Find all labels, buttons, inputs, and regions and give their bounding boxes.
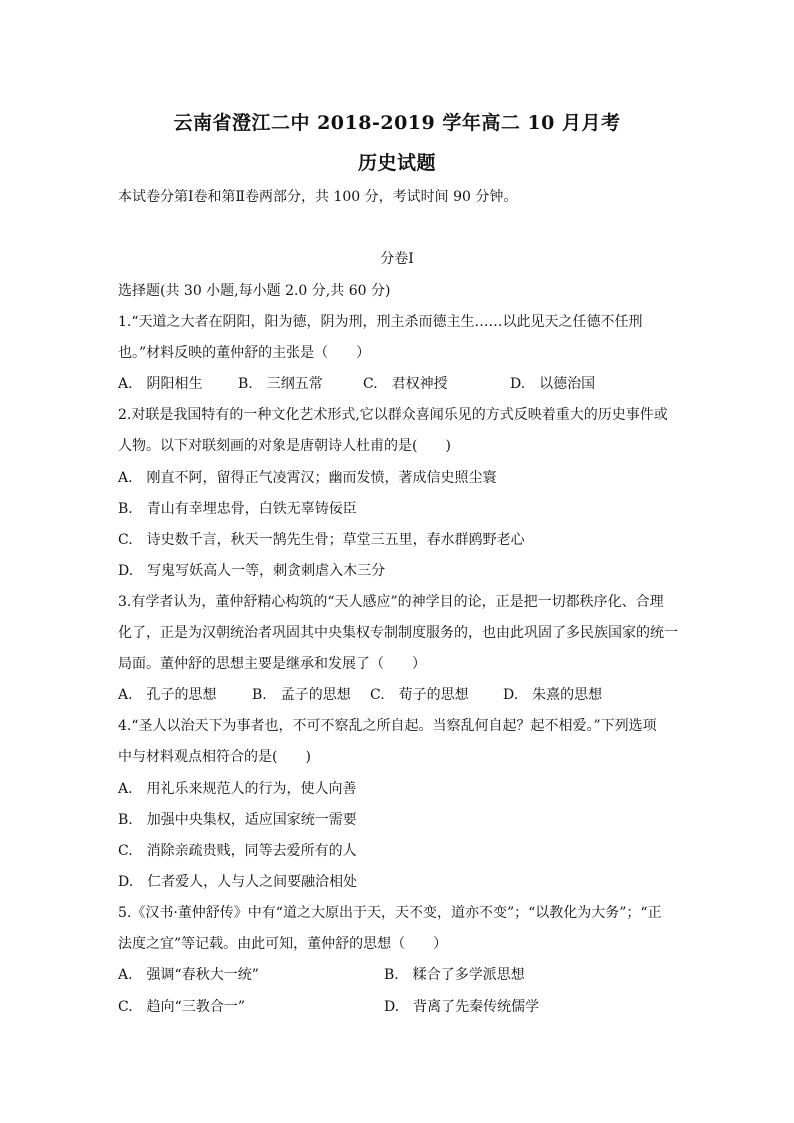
question-2-stem-line-1: 2.对联是我国特有的一种文化艺术形式,它以群众喜闻乐见的方式反映着重大的历史事件或 [118, 407, 668, 423]
question-2-option-a: A. 刚直不阿，留得正气凌霄汉；幽而发愤，著成信史照尘寰 [118, 470, 497, 486]
exam-subtitle: 历史试题 [357, 152, 436, 174]
question-1-stem-line-1: 1.“天道之大者在阴阳，阳为德，阴为刑，刑主杀而德主生……以此见天之任德不任刑 [118, 314, 643, 330]
question-1-stem-line-2: 也。”材料反映的董仲舒的主张是（ ） [118, 345, 371, 361]
question-5-option-d: D. 背离了先秦传统儒学 [384, 999, 540, 1015]
question-4-option-a: A. 用礼乐来规范人的行为，使人向善 [118, 781, 357, 797]
question-5-stem-line-2: 法度之宜”等记载。由此可知，董仲舒的思想（ ） [118, 936, 448, 952]
question-3-option-b: B. 孟子的思想 [252, 687, 351, 703]
question-2-stem-line-2: 人物。以下对联刻画的对象是唐朝诗人杜甫的是( ) [118, 438, 451, 454]
question-3-stem-line-2: 化了，正是为汉朝统治者巩固其中央集权专制制度服务的，也由此巩固了多民族国家的统一 [118, 625, 678, 641]
question-3-stem-line-1: 3.有学者认为，董仲舒精心构筑的“天人感应”的神学目的论，正是把一切都秩序化、合理 [118, 594, 664, 610]
question-5-option-c: C. 趋向“三教合一” [118, 999, 245, 1015]
section-name: 分卷I [380, 251, 414, 267]
question-5-option-b: B. 糅合了多学派思想 [384, 967, 525, 983]
question-2-option-d: D. 写鬼写妖高人一等，刺贪刺虐入木三分 [118, 563, 386, 579]
question-1-option-b: B. 三纲五常 [238, 376, 323, 392]
section-instruction: 选择题(共 30 小题,每小题 2.0 分,共 60 分) [118, 283, 391, 299]
question-1-option-d: D. 以德治国 [510, 376, 596, 392]
question-1-option-a: A. 阴阳相生 [118, 376, 203, 392]
question-3-option-c: C. 荀子的思想 [370, 687, 469, 703]
question-2-option-c: C. 诗史数千言，秋天一鹄先生骨；草堂三五里，春水群鸥野老心 [118, 532, 525, 548]
exam-title: 云南省澄江二中 2018-2019 学年高二 10 月月考 [173, 112, 621, 134]
question-3-stem-line-3: 局面。董仲舒的思想主要是继承和发展了（ ） [118, 656, 426, 672]
question-3-option-a: A. 孔子的思想 [118, 687, 217, 703]
question-4-option-d: D. 仁者爱人，人与人之间要融洽相处 [118, 874, 358, 890]
question-4-stem-line-2: 中与材料观点相符合的是( ) [118, 749, 311, 765]
question-2-option-b: B. 青山有幸埋忠骨，白铁无辜铸佞臣 [118, 501, 357, 517]
question-4-option-c: C. 消除亲疏贵贱，同等去爱所有的人 [118, 843, 357, 859]
exam-intro: 本试卷分第Ⅰ卷和第Ⅱ卷两部分，共 100 分，考试时间 90 分钟。 [118, 189, 518, 205]
question-1-option-c: C. 君权神授 [363, 376, 448, 392]
question-4-stem-line-1: 4.“圣人以治天下为事者也，不可不察乱之所自起。当察乱何自起？起不相爱。”下列选项 [118, 718, 657, 734]
question-4-option-b: B. 加强中央集权，适应国家统一需要 [118, 812, 357, 828]
question-3-option-d: D. 朱熹的思想 [503, 687, 603, 703]
question-5-option-a: A. 强调“春秋大一统” [118, 967, 259, 983]
question-5-stem-line-1: 5.《汉书·董仲舒传》中有“道之大原出于天，天不变，道亦不变”；“以教化为大务”；“正 [118, 905, 662, 921]
